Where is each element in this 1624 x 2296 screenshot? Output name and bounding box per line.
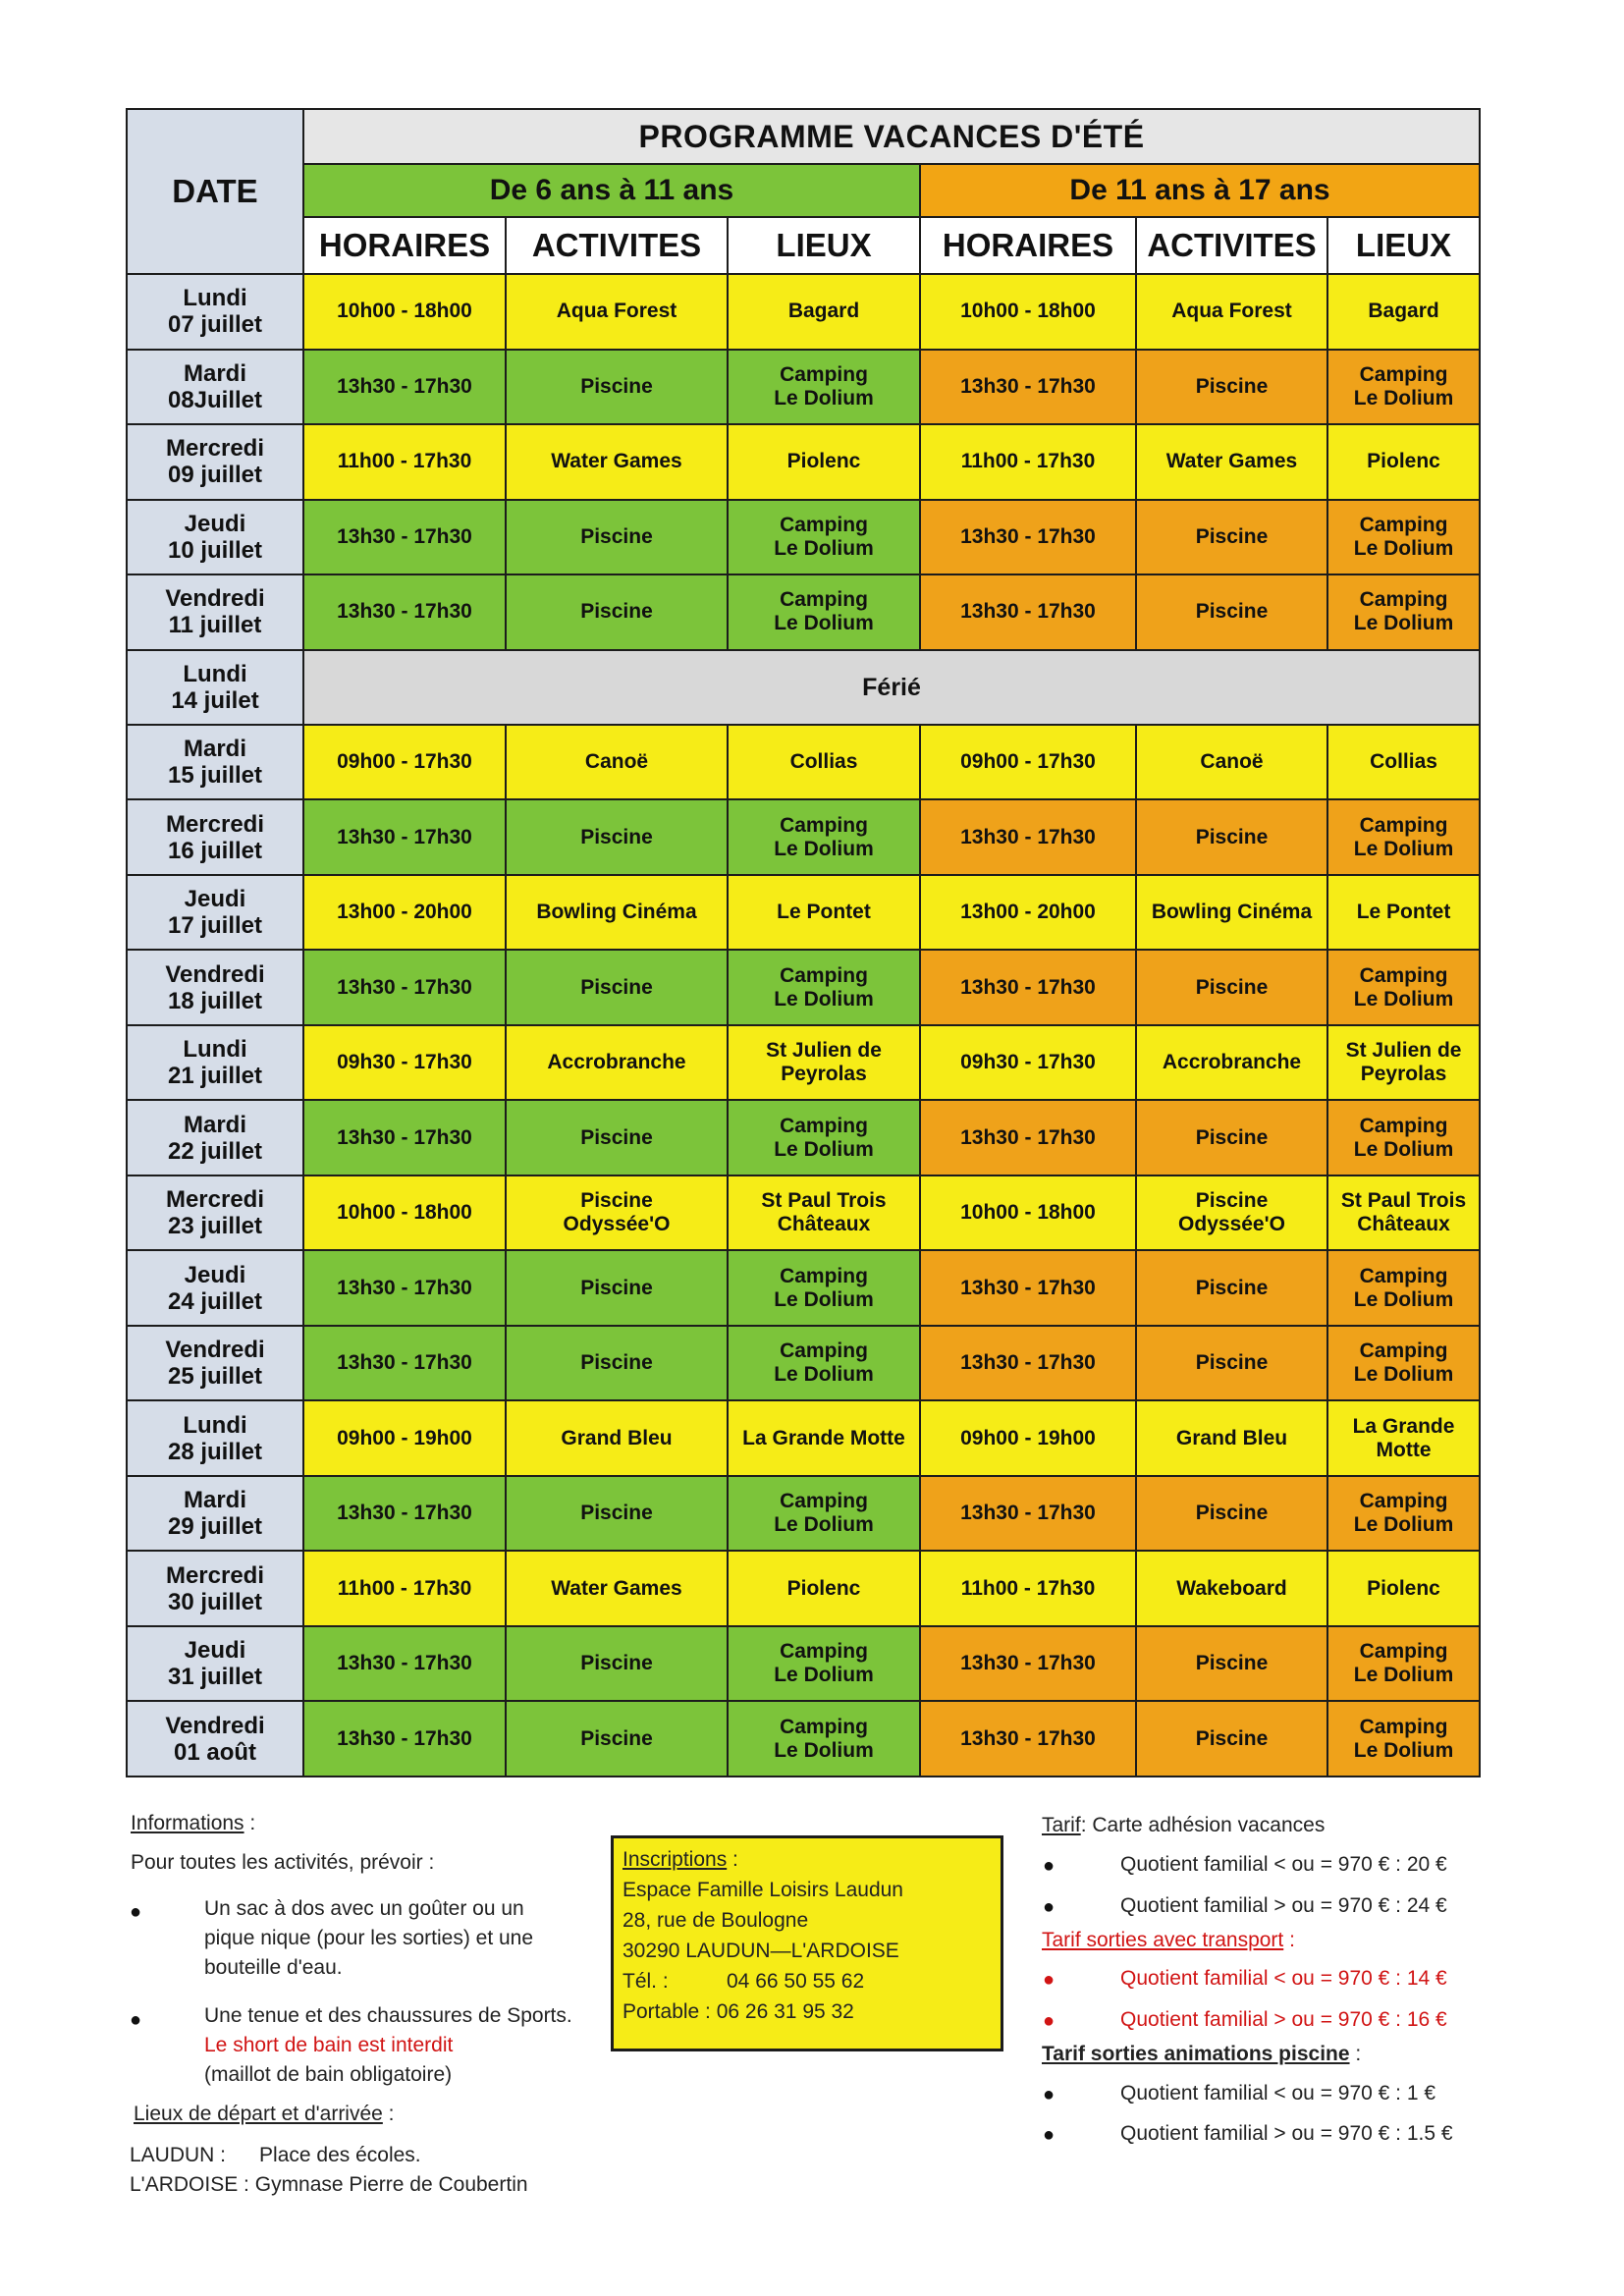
day-date: 22 juillet: [167, 1137, 263, 1165]
holiday-cell: Férié: [303, 650, 1480, 725]
day-name: Mardi: [183, 736, 246, 763]
day-name: Jeudi: [184, 1261, 246, 1288]
horaires-cell-6-11: 10h00 - 18h00: [303, 1175, 506, 1250]
horaires-cell-6-11: 11h00 - 17h30: [303, 1551, 506, 1625]
schedule-row: [127, 875, 1480, 950]
day-date: 25 juillet: [167, 1363, 263, 1391]
lieux-cell-11-17: Camping Le Dolium: [1327, 1626, 1480, 1701]
horaires-cell-6-11: 13h30 - 17h30: [303, 500, 506, 574]
activites-cell-11-17: Piscine: [1136, 1100, 1327, 1175]
schedule-row: [127, 574, 1480, 649]
schedule-row: [127, 1626, 1480, 1701]
horaires-cell-11-17: 13h30 - 17h30: [920, 500, 1136, 574]
date-cell: [127, 650, 303, 725]
mobile-label: Portable :: [623, 2000, 711, 2023]
horaires-cell-11-17: 13h30 - 17h30: [920, 1326, 1136, 1400]
activites-cell-11-17: Piscine Odyssée'O: [1136, 1175, 1327, 1250]
lieux-cell-11-17: St Julien de Peyrolas: [1327, 1025, 1480, 1100]
day-name: Mardi: [183, 359, 246, 387]
info-title: Informations: [131, 1812, 244, 1834]
date-cell: [127, 1551, 303, 1625]
day-name: Vendredi: [165, 960, 265, 988]
lieux-cell-6-11: Camping Le Dolium: [728, 1476, 920, 1551]
day-name: Lundi: [183, 285, 247, 312]
lieux-cell-6-11: Le Pontet: [728, 875, 920, 950]
col-activites-a: ACTIVITES: [506, 217, 728, 274]
date-cell: [127, 1025, 303, 1100]
date-cell: [127, 274, 303, 349]
age-group-11-17: De 11 ans à 17 ans: [920, 164, 1480, 216]
horaires-cell-11-17: 11h00 - 17h30: [920, 424, 1136, 499]
info-intro: Pour toutes les activités, prévoir :: [131, 1851, 435, 1874]
horaires-cell-6-11: 13h30 - 17h30: [303, 1326, 506, 1400]
day-name: Mercredi: [165, 435, 265, 463]
horaires-cell-11-17: 13h30 - 17h30: [920, 1476, 1136, 1551]
horaires-cell-11-17: 09h30 - 17h30: [920, 1025, 1136, 1100]
activites-cell-6-11: Aqua Forest: [506, 274, 728, 349]
inscriptions-line-2: 28, rue de Boulogne: [623, 1909, 809, 1932]
day-date: 09 juillet: [167, 462, 263, 489]
date-cell: [127, 1400, 303, 1475]
schedule-row: [127, 1551, 1480, 1625]
day-date: 16 juillet: [167, 837, 263, 864]
lieux-cell-11-17: La Grande Motte: [1327, 1400, 1480, 1475]
day-date: 28 juillet: [167, 1438, 263, 1465]
info-section: Informations :: [131, 1812, 256, 1834]
horaires-cell-11-17: 13h30 - 17h30: [920, 1626, 1136, 1701]
lieux-cell-6-11: Piolenc: [728, 424, 920, 499]
day-date: 07 juillet: [167, 311, 263, 339]
activites-cell-6-11: Canoë: [506, 725, 728, 799]
horaires-cell-11-17: 13h30 - 17h30: [920, 799, 1136, 874]
schedule-row: [127, 500, 1480, 574]
horaires-cell-6-11: 13h30 - 17h30: [303, 799, 506, 874]
inscriptions-mobile: [623, 1996, 992, 2027]
lieux-cell-6-11: La Grande Motte: [728, 1400, 920, 1475]
lieux-cell-6-11: Camping Le Dolium: [728, 1701, 920, 1777]
col-lieux-b: LIEUX: [1327, 217, 1480, 274]
inscriptions-line-3: 30290 LAUDUN—L'ARDOISE: [623, 1940, 899, 1962]
programme-table: [126, 108, 1481, 1777]
col-horaires-a: HORAIRES: [303, 217, 506, 274]
bullet-icon: ●: [1043, 1855, 1056, 1877]
activites-cell-11-17: Water Games: [1136, 424, 1327, 499]
info-bullet-1: Un sac à dos avec un goûter ou un pique nique (pour les sorties) et une bouteille d'eau.: [204, 1897, 534, 1979]
date-cell: [127, 799, 303, 874]
activites-cell-11-17: Piscine: [1136, 799, 1327, 874]
day-name: Mercredi: [165, 810, 265, 838]
activites-cell-11-17: Piscine: [1136, 1626, 1327, 1701]
horaires-cell-6-11: 13h30 - 17h30: [303, 1476, 506, 1551]
info-bullet-2-text: Une tenue et des chaussures de Sports.: [204, 2004, 572, 2027]
inscriptions-box: Inscriptions : Espace Famille Loisirs Laudun 28, rue de Boulogne 30290 LAUDUN—L'ARDOISE Tél. : 04 66 50 55 62 Portable : 06 26 31 95 32: [611, 1835, 1003, 2051]
lieux-cell-11-17: Camping Le Dolium: [1327, 799, 1480, 874]
activites-cell-6-11: Water Games: [506, 424, 728, 499]
date-cell: [127, 950, 303, 1024]
info-bullet-2-note: (maillot de bain obligatoire): [204, 2063, 453, 2086]
date-cell: [127, 875, 303, 950]
inscriptions-line-1: Espace Famille Loisirs Laudun: [623, 1879, 903, 1901]
day-date: 31 juillet: [167, 1664, 263, 1691]
activites-cell-6-11: Piscine: [506, 1100, 728, 1175]
horaires-cell-11-17: 09h00 - 19h00: [920, 1400, 1136, 1475]
activites-cell-11-17: Canoë: [1136, 725, 1327, 799]
date-cell: [127, 1326, 303, 1400]
schedule-row: [127, 1400, 1480, 1475]
horaires-cell-11-17: 13h30 - 17h30: [920, 350, 1136, 424]
lieux-cell-6-11: Bagard: [728, 274, 920, 349]
horaires-cell-11-17: 13h30 - 17h30: [920, 1100, 1136, 1175]
ardoise-line: [130, 2170, 621, 2200]
activites-cell-11-17: Piscine: [1136, 500, 1327, 574]
day-name: Mardi: [183, 1487, 246, 1514]
day-date: 29 juillet: [167, 1513, 263, 1541]
day-date: 01 août: [173, 1738, 257, 1766]
lieux-cell-11-17: Collias: [1327, 725, 1480, 799]
horaires-cell-11-17: 13h30 - 17h30: [920, 574, 1136, 649]
lieux-cell-6-11: Camping Le Dolium: [728, 574, 920, 649]
schedule-row: [127, 1100, 1480, 1175]
programme-title: PROGRAMME VACANCES D'ÉTÉ: [303, 109, 1480, 164]
activites-cell-11-17: Piscine: [1136, 350, 1327, 424]
date-cell: [127, 1175, 303, 1250]
schedule-row: [127, 725, 1480, 799]
lieux-cell-6-11: Collias: [728, 725, 920, 799]
tarif-subtitle: : Carte adhésion vacances: [1080, 1814, 1326, 1836]
date-cell: [127, 725, 303, 799]
piscine-title: Tarif sorties animations piscine: [1042, 2043, 1350, 2065]
day-date: 15 juillet: [167, 762, 263, 790]
horaires-cell-11-17: 13h30 - 17h30: [920, 1250, 1136, 1325]
activites-cell-6-11: Grand Bleu: [506, 1400, 728, 1475]
lieux-cell-11-17: St Paul Trois Châteaux: [1327, 1175, 1480, 1250]
activites-cell-11-17: Wakeboard: [1136, 1551, 1327, 1625]
col-horaires-b: HORAIRES: [920, 217, 1136, 274]
horaires-cell-6-11: 11h00 - 17h30: [303, 424, 506, 499]
schedule-row: [127, 950, 1480, 1024]
activites-cell-11-17: Bowling Cinéma: [1136, 875, 1327, 950]
day-name: Vendredi: [165, 1712, 265, 1739]
lieux-title: Lieux de départ et d'arrivée: [134, 2103, 383, 2125]
schedule-row: [127, 1175, 1480, 1250]
transport-title: Tarif sorties avec transport: [1042, 1929, 1284, 1951]
horaires-cell-6-11: 13h30 - 17h30: [303, 1626, 506, 1701]
activites-cell-11-17: Aqua Forest: [1136, 274, 1327, 349]
schedule-row: [127, 1476, 1480, 1551]
activites-cell-11-17: Piscine: [1136, 1701, 1327, 1777]
schedule-row: [127, 799, 1480, 874]
tarif-title: Tarif: [1042, 1814, 1081, 1836]
activites-cell-6-11: Piscine: [506, 950, 728, 1024]
activites-cell-6-11: Water Games: [506, 1551, 728, 1625]
day-name: Mercredi: [165, 1186, 265, 1214]
lieux-cell-11-17: Bagard: [1327, 274, 1480, 349]
activites-cell-6-11: Piscine: [506, 1326, 728, 1400]
inscriptions-tel: [623, 1966, 992, 1996]
lieux-section: Lieux de départ et d'arrivée :: [134, 2103, 395, 2125]
bullet-icon: ●: [1043, 1969, 1056, 1991]
lieux-cell-6-11: Camping Le Dolium: [728, 500, 920, 574]
tarif-item-2: Quotient familial > ou = 970 € : 24 €: [1120, 1894, 1447, 1917]
lieux-cell-6-11: Camping Le Dolium: [728, 350, 920, 424]
bullet-icon: ●: [1043, 2124, 1056, 2146]
activites-cell-6-11: Accrobranche: [506, 1025, 728, 1100]
laudun-line: [130, 2141, 621, 2170]
info-bullet-2-warning: Le short de bain est interdit: [204, 2034, 454, 2056]
activites-cell-6-11: Piscine: [506, 1476, 728, 1551]
date-cell: [127, 500, 303, 574]
date-cell: [127, 1476, 303, 1551]
lieux-cell-11-17: Camping Le Dolium: [1327, 500, 1480, 574]
lieux-cell-6-11: Camping Le Dolium: [728, 950, 920, 1024]
activites-cell-11-17: Piscine: [1136, 574, 1327, 649]
lieux-cell-6-11: Camping Le Dolium: [728, 1326, 920, 1400]
horaires-cell-11-17: 11h00 - 17h30: [920, 1551, 1136, 1625]
tel-label: Tél. :: [623, 1970, 669, 1993]
date-cell: [127, 350, 303, 424]
activites-cell-11-17: Accrobranche: [1136, 1025, 1327, 1100]
horaires-cell-6-11: 13h30 - 17h30: [303, 350, 506, 424]
schedule-row: [127, 650, 1480, 725]
date-cell: [127, 1701, 303, 1777]
day-date: 18 juillet: [167, 987, 263, 1014]
age-group-6-11: De 6 ans à 11 ans: [303, 164, 920, 216]
schedule-row: [127, 1701, 1480, 1777]
date-cell: [127, 424, 303, 499]
lieux-cell-11-17: Camping Le Dolium: [1327, 1701, 1480, 1777]
day-date: 08Juillet: [167, 386, 263, 413]
activites-cell-11-17: Grand Bleu: [1136, 1400, 1327, 1475]
day-name: Jeudi: [184, 510, 246, 537]
inscriptions-title: Inscriptions: [623, 1848, 728, 1871]
lieux-cell-11-17: Camping Le Dolium: [1327, 1326, 1480, 1400]
activites-cell-11-17: Piscine: [1136, 950, 1327, 1024]
lieux-cell-11-17: Camping Le Dolium: [1327, 1100, 1480, 1175]
tarif-item-1: Quotient familial < ou = 970 € : 20 €: [1120, 1853, 1447, 1876]
tarif-section: [1042, 1811, 1592, 1840]
horaires-cell-6-11: 09h00 - 19h00: [303, 1400, 506, 1475]
activites-cell-6-11: Piscine: [506, 1250, 728, 1325]
schedule-row: [127, 274, 1480, 349]
horaires-cell-6-11: 13h30 - 17h30: [303, 574, 506, 649]
day-name: Lundi: [183, 1411, 247, 1439]
info-bullet-2: [204, 2001, 597, 2090]
schedule-row: [127, 1025, 1480, 1100]
bullet-icon: ●: [1043, 2084, 1056, 2105]
ardoise-value: Gymnase Pierre de Coubertin: [254, 2173, 528, 2196]
lieux-cell-6-11: Camping Le Dolium: [728, 1626, 920, 1701]
lieux-cell-11-17: Camping Le Dolium: [1327, 350, 1480, 424]
activites-cell-11-17: Piscine: [1136, 1250, 1327, 1325]
schedule-row: [127, 1326, 1480, 1400]
date-cell: [127, 1626, 303, 1701]
ardoise-label: L'ARDOISE :: [130, 2173, 249, 2196]
schedule-row: [127, 350, 1480, 424]
day-date: 17 juillet: [167, 912, 263, 940]
lieux-cell-11-17: Camping Le Dolium: [1327, 574, 1480, 649]
activites-cell-6-11: Piscine: [506, 1626, 728, 1701]
activites-cell-6-11: Bowling Cinéma: [506, 875, 728, 950]
day-name: Jeudi: [184, 1637, 246, 1665]
lieux-cell-6-11: Camping Le Dolium: [728, 799, 920, 874]
day-name: Vendredi: [165, 585, 265, 613]
bullet-icon: ●: [1043, 2010, 1056, 2032]
transport-item-1: Quotient familial < ou = 970 € : 14 €: [1120, 1967, 1447, 1990]
date-cell: [127, 1100, 303, 1175]
horaires-cell-6-11: 13h30 - 17h30: [303, 1250, 506, 1325]
lieux-cell-6-11: St Paul Trois Châteaux: [728, 1175, 920, 1250]
lieux-cell-11-17: Le Pontet: [1327, 875, 1480, 950]
horaires-cell-6-11: 10h00 - 18h00: [303, 274, 506, 349]
laudun-value: Place des écoles.: [259, 2144, 421, 2166]
bullet-icon: ●: [130, 1901, 142, 1923]
activites-cell-6-11: Piscine: [506, 350, 728, 424]
lieux-cell-11-17: Camping Le Dolium: [1327, 950, 1480, 1024]
date-header: DATE: [127, 109, 303, 274]
date-cell: [127, 574, 303, 649]
lieux-cell-6-11: St Julien de Peyrolas: [728, 1025, 920, 1100]
day-date: 14 juilet: [171, 686, 259, 714]
activites-cell-6-11: Piscine: [506, 500, 728, 574]
bullet-icon: ●: [130, 2009, 142, 2031]
bullet-icon: ●: [1043, 1896, 1056, 1918]
laudun-label: LAUDUN :: [130, 2144, 227, 2166]
lieux-cell-6-11: Camping Le Dolium: [728, 1250, 920, 1325]
day-name: Vendredi: [165, 1337, 265, 1364]
horaires-cell-11-17: 13h30 - 17h30: [920, 950, 1136, 1024]
lieux-cell-6-11: Piolenc: [728, 1551, 920, 1625]
day-date: 10 juillet: [167, 536, 263, 564]
activites-cell-6-11: Piscine: [506, 1701, 728, 1777]
horaires-cell-6-11: 09h30 - 17h30: [303, 1025, 506, 1100]
day-date: 11 juillet: [168, 612, 262, 639]
day-name: Lundi: [183, 1036, 247, 1064]
mobile-value: 06 26 31 95 32: [716, 2000, 854, 2023]
day-name: Jeudi: [184, 886, 246, 913]
tel-value: 04 66 50 55 62: [727, 1970, 865, 1993]
horaires-cell-11-17: 10h00 - 18h00: [920, 1175, 1136, 1250]
lieux-cell-11-17: Piolenc: [1327, 1551, 1480, 1625]
horaires-cell-6-11: 13h30 - 17h30: [303, 950, 506, 1024]
horaires-cell-11-17: 09h00 - 17h30: [920, 725, 1136, 799]
horaires-cell-6-11: 13h30 - 17h30: [303, 1100, 506, 1175]
piscine-item-1: Quotient familial < ou = 970 € : 1 €: [1120, 2082, 1436, 2105]
horaires-cell-11-17: 13h30 - 17h30: [920, 1701, 1136, 1777]
day-date: 30 juillet: [167, 1588, 263, 1615]
day-date: 24 juillet: [167, 1287, 263, 1315]
transport-item-2: Quotient familial > ou = 970 € : 16 €: [1120, 2008, 1447, 2031]
horaires-cell-11-17: 13h00 - 20h00: [920, 875, 1136, 950]
day-date: 21 juillet: [167, 1063, 263, 1090]
activites-cell-11-17: Piscine: [1136, 1326, 1327, 1400]
horaires-cell-6-11: 13h30 - 17h30: [303, 1701, 506, 1777]
activites-cell-11-17: Piscine: [1136, 1476, 1327, 1551]
schedule-row: [127, 1250, 1480, 1325]
col-lieux-a: LIEUX: [728, 217, 920, 274]
day-name: Lundi: [183, 660, 247, 687]
schedule-row: [127, 424, 1480, 499]
piscine-section: Tarif sorties animations piscine :: [1042, 2043, 1362, 2065]
date-cell: [127, 1250, 303, 1325]
activites-cell-6-11: Piscine: [506, 574, 728, 649]
piscine-item-2: Quotient familial > ou = 970 € : 1.5 €: [1120, 2122, 1453, 2145]
activites-cell-6-11: Piscine Odyssée'O: [506, 1175, 728, 1250]
col-activites-b: ACTIVITES: [1136, 217, 1327, 274]
horaires-cell-11-17: 10h00 - 18h00: [920, 274, 1136, 349]
horaires-cell-6-11: 13h00 - 20h00: [303, 875, 506, 950]
lieux-cell-6-11: Camping Le Dolium: [728, 1100, 920, 1175]
transport-section: Tarif sorties avec transport :: [1042, 1929, 1295, 1951]
horaires-cell-6-11: 09h00 - 17h30: [303, 725, 506, 799]
day-date: 23 juillet: [167, 1213, 263, 1240]
lieux-cell-11-17: Piolenc: [1327, 424, 1480, 499]
lieux-cell-11-17: Camping Le Dolium: [1327, 1476, 1480, 1551]
day-name: Mercredi: [165, 1561, 265, 1589]
lieux-cell-11-17: Camping Le Dolium: [1327, 1250, 1480, 1325]
activites-cell-6-11: Piscine: [506, 799, 728, 874]
day-name: Mardi: [183, 1111, 246, 1138]
